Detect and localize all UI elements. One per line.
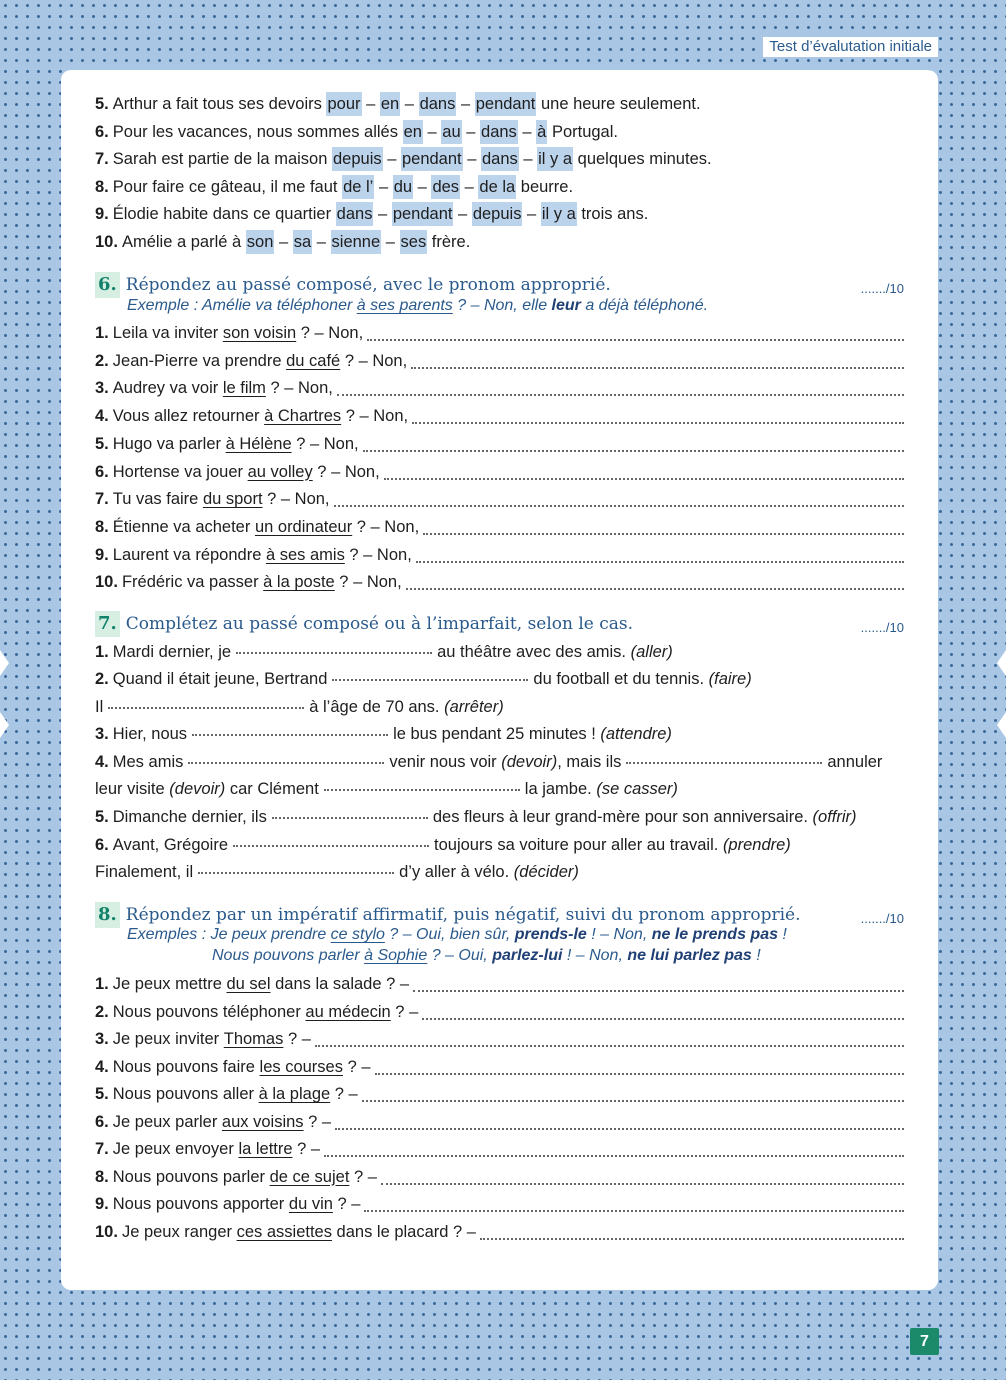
question-text: Je peux inviter (112, 1030, 224, 1048)
item-number: 1. (95, 324, 109, 342)
item-number: 7. (95, 150, 109, 169)
choice-option[interactable]: dans (336, 202, 374, 226)
exercise-7-line: 5. Dimanche dernier, ils des fleurs à leur grand-mère pour son anniversaire. (offrir) (95, 808, 857, 826)
choice-option[interactable]: dans (481, 147, 519, 171)
question-text: dans le placard ? – (331, 1222, 476, 1241)
item-number: 5. (95, 1085, 109, 1103)
question-text: Audrey va voir (112, 379, 223, 398)
question-text: Je peux ranger (121, 1222, 237, 1241)
question-line (95, 1082, 904, 1106)
page-edge-marker (0, 712, 9, 738)
choice-sentence: 9. Élodie habite dans ce quartier dans – pendant – depuis – il y a trois ans. (95, 202, 904, 226)
worksheet-page (61, 70, 938, 1290)
answer-line[interactable] (480, 1236, 904, 1240)
item-number: 7. (95, 490, 109, 509)
underlined-complement: la lettre (238, 1140, 293, 1158)
exercise-7-line: 4. Mes amis venir nous voir (devoir) , mais ils annuler (95, 753, 883, 771)
choice-option[interactable]: de la (478, 175, 516, 199)
choice-option[interactable]: en (403, 120, 423, 144)
exercise-7-title (95, 611, 904, 637)
item-number: 4. (95, 407, 109, 426)
answer-blank[interactable] (188, 760, 384, 764)
question-line (95, 1055, 904, 1079)
page-edge-marker (0, 650, 9, 676)
item-number: 7. (95, 1140, 109, 1158)
exercise-8-example: Exemples : Je peux prendre ce stylo ? – Oui, bien sûr, prends-le ! – Non, ne le prends pas ! (127, 926, 787, 943)
question-text: Je peux mettre (112, 975, 227, 993)
question-text: ? – (349, 1167, 377, 1186)
sentence-end: une heure seulement. (540, 95, 701, 113)
answer-line[interactable] (364, 1208, 904, 1212)
item-number: 5. (95, 95, 109, 113)
exercise-8-example: Nous pouvons parler à Sophie ? – Oui, parlez-lui ! – Non, ne lui parlez pas ! (212, 947, 761, 964)
exercise-number: 8. (95, 902, 120, 928)
underlined-complement: aux voisins (221, 1112, 304, 1131)
underlined-complement: à Hélène (225, 434, 292, 453)
exercise-number: 6. (95, 272, 120, 298)
answer-line[interactable] (406, 586, 904, 590)
underlined-complement: le film (222, 379, 266, 398)
item-number: 9. (95, 205, 109, 224)
question-line (95, 570, 904, 594)
item-number: 6. (95, 1112, 109, 1131)
question-text: ? – Non, (344, 545, 412, 564)
choice-option[interactable]: au (441, 120, 461, 144)
question-text: ? – (332, 1195, 361, 1213)
answer-line[interactable] (334, 503, 904, 507)
exercise-6-example: Exemple : Amélie va téléphoner à ses parents ? – Non, elle leur a déjà téléphoné. (127, 297, 709, 314)
question-text: Nous pouvons faire (112, 1057, 260, 1076)
question-text: ? – (283, 1030, 311, 1048)
choice-sentence: 8. Pour faire ce gâteau, il me faut de l’ – du – des – de la beurre. (95, 175, 904, 199)
question-line (95, 1137, 904, 1161)
item-number: 3. (95, 379, 109, 398)
question-line (95, 543, 904, 567)
question-text: ? – Non, (340, 351, 408, 370)
sentence-end: frère. (431, 233, 471, 251)
question-line (95, 321, 904, 345)
question-text: Nous pouvons parler (112, 1167, 270, 1186)
exercise-number: 7. (95, 611, 120, 637)
sentence-end: beurre. (520, 177, 574, 196)
item-number: 10. (95, 1222, 118, 1241)
question-text: Vous allez retourner (112, 407, 265, 426)
sentence-end: Portugal. (551, 122, 618, 141)
sentence-start: Arthur a fait tous ses devoirs (112, 95, 322, 113)
question-line (95, 1192, 904, 1216)
underlined-complement: Thomas (223, 1030, 284, 1048)
underlined-complement: un ordinateur (254, 517, 353, 536)
choice-sentence: 7. Sarah est partie de la maison depuis – pendant – dans – il y a quelques minutes. (95, 147, 904, 171)
answer-blank[interactable] (324, 787, 520, 791)
underlined-complement: à ses amis (265, 545, 345, 564)
question-line (95, 1220, 904, 1244)
exercise-7-line: 2. Quand il était jeune, Bertrand du football et du tennis. (faire) (95, 670, 752, 688)
choice-option[interactable]: pendant (475, 92, 537, 116)
item-number: 4. (95, 1057, 109, 1076)
sentence-start: Pour faire ce gâteau, il me faut (112, 177, 338, 196)
answer-line[interactable] (413, 988, 904, 992)
choice-option[interactable]: des (431, 175, 460, 199)
underlined-complement: du sport (202, 490, 263, 509)
underlined-complement: ces assiettes (236, 1222, 332, 1241)
underlined-complement: de ce sujet (269, 1167, 350, 1186)
answer-blank[interactable] (626, 760, 822, 764)
underlined-complement: son voisin (222, 324, 297, 342)
page-edge-marker (997, 650, 1006, 676)
choice-option[interactable]: ses (400, 230, 428, 254)
answer-blank[interactable] (192, 732, 388, 736)
item-number: 5. (95, 434, 109, 453)
question-text: ? – (342, 1057, 371, 1076)
answer-line[interactable] (381, 1181, 904, 1185)
answer-line[interactable] (337, 392, 904, 396)
answer-blank[interactable] (233, 843, 429, 847)
answer-blank[interactable] (108, 705, 304, 709)
answer-blank[interactable] (236, 650, 432, 654)
item-number: 8. (95, 177, 109, 196)
choice-option[interactable]: pendant (401, 147, 463, 171)
exercise-7-line: Finalement, il d’y aller à vélo. (décider) (95, 863, 579, 881)
item-number: 2. (95, 351, 109, 370)
question-text: Frédéric va passer (121, 573, 264, 592)
answer-line[interactable] (367, 337, 904, 341)
question-text: ? – (292, 1140, 321, 1158)
answer-line[interactable] (315, 1043, 904, 1047)
question-text: ? – Non, (341, 407, 409, 426)
header-label: Test d’évalutation initiale (763, 37, 938, 57)
item-number: 8. (95, 1167, 109, 1186)
exercise-7-line: Il à l’âge de 70 ans. (arrêter) (95, 698, 504, 716)
question-text: ? – Non, (296, 324, 364, 342)
question-text: ? – (303, 1112, 332, 1131)
choice-option[interactable]: il y a (541, 202, 577, 226)
question-line (95, 515, 904, 539)
item-number: 8. (95, 517, 109, 536)
score-field: ......./10 (860, 620, 904, 635)
underlined-complement: à Chartres (264, 407, 342, 426)
answer-line[interactable] (324, 1153, 904, 1157)
underlined-complement: au médecin (305, 1002, 391, 1021)
question-line (95, 1000, 904, 1024)
underlined-complement: du sel (226, 975, 271, 993)
choice-option[interactable]: pour (326, 92, 361, 116)
question-text: Hortense va jouer (112, 462, 248, 481)
answer-blank[interactable] (198, 870, 394, 874)
item-number: 10. (95, 573, 118, 592)
answer-blank[interactable] (332, 677, 528, 681)
question-text: ? – Non, (291, 434, 359, 453)
question-text: Leila va inviter (112, 324, 223, 342)
question-text: ? – Non, (352, 517, 420, 536)
exercise-7-line: 1. Mardi dernier, je au théâtre avec des amis. (aller) (95, 643, 673, 661)
choice-option[interactable]: dans (480, 120, 518, 144)
question-line (95, 1027, 904, 1051)
underlined-complement: à la poste (263, 573, 335, 592)
question-line (95, 487, 904, 511)
exercise-7-line: leur visite (devoir) car Clément la jambe. (se casser) (95, 780, 678, 798)
answer-line[interactable] (411, 365, 904, 369)
question-text: dans la salade ? – (270, 975, 410, 993)
underlined-complement: au volley (247, 462, 313, 481)
answer-line[interactable] (363, 448, 904, 452)
question-line (95, 404, 904, 428)
answer-line[interactable] (422, 1016, 904, 1020)
question-text: ? – (390, 1002, 419, 1021)
choice-option[interactable]: sienne (331, 230, 382, 254)
item-number: 3. (95, 1030, 109, 1048)
question-text: Tu vas faire (112, 490, 203, 509)
question-text: ? – (330, 1085, 358, 1103)
exercise-7-line: 3. Hier, nous le bus pendant 25 minutes ! (attendre) (95, 725, 672, 743)
question-text: Je peux parler (112, 1112, 222, 1131)
item-number: 2. (95, 1002, 109, 1021)
answer-line[interactable] (375, 1071, 904, 1075)
question-line (95, 972, 904, 996)
sentence-end: trois ans. (581, 205, 649, 224)
exercise-7-line: 6. Avant, Grégoire toujours sa voiture pour aller au travail. (prendre) (95, 836, 791, 854)
underlined-complement: du café (286, 351, 341, 370)
exercise-instruction: Complétez au passé composé ou à l’imparfait, selon le cas. (125, 614, 634, 634)
page-number: 7 (910, 1328, 939, 1355)
answer-line[interactable] (362, 1098, 904, 1102)
question-text: Hugo va parler (112, 434, 226, 453)
question-line (95, 1165, 904, 1189)
sentence-start: Pour les vacances, nous sommes allés (112, 122, 398, 141)
exercise-instruction: Répondez au passé composé, avec le pronom approprié. (125, 275, 611, 295)
question-text: Nous pouvons apporter (112, 1195, 289, 1213)
item-number: 9. (95, 1195, 109, 1213)
question-line (95, 432, 904, 456)
answer-line[interactable] (384, 476, 904, 480)
question-line (95, 460, 904, 484)
question-line (95, 376, 904, 400)
item-number: 1. (95, 975, 109, 993)
question-text: Je peux envoyer (112, 1140, 239, 1158)
sentence-end: quelques minutes. (577, 150, 712, 169)
question-text: ? – Non, (334, 573, 402, 592)
choice-option[interactable]: sa (293, 230, 312, 254)
answer-line[interactable] (335, 1126, 904, 1130)
question-text: ? – Non, (262, 490, 330, 509)
choice-option[interactable]: à (536, 120, 547, 144)
exercise-instruction: Répondez par un impératif affirmatif, puis négatif, suivi du pronom approprié. (125, 905, 801, 925)
choice-option[interactable]: son (246, 230, 275, 254)
item-number: 6. (95, 122, 109, 141)
item-number: 6. (95, 462, 109, 481)
choice-sentence: 10. Amélie a parlé à son – sa – sienne – ses frère. (95, 230, 904, 254)
item-number: 10. (95, 233, 118, 251)
question-text: Laurent va répondre (112, 545, 266, 564)
choice-option[interactable]: pendant (392, 202, 454, 226)
sentence-start: Élodie habite dans ce quartier (112, 205, 332, 224)
question-text: ? – Non, (312, 462, 380, 481)
sentence-start: Amélie a parlé à (121, 233, 242, 251)
choice-option[interactable]: il y a (537, 147, 573, 171)
choice-option[interactable]: depuis (332, 147, 383, 171)
choice-option[interactable]: depuis (472, 202, 523, 226)
answer-line[interactable] (412, 420, 904, 424)
question-text: Étienne va acheter (112, 517, 255, 536)
underlined-complement: à la plage (258, 1085, 331, 1103)
score-field: ......./10 (860, 281, 904, 296)
score-field: ......./10 (860, 911, 904, 926)
item-number: 9. (95, 545, 109, 564)
choice-option[interactable]: en (380, 92, 400, 116)
answer-line[interactable] (416, 559, 904, 563)
underlined-complement: du vin (288, 1195, 333, 1213)
choice-option[interactable]: de l’ (342, 175, 374, 199)
choice-sentence: 6. Pour les vacances, nous sommes allés en – au – dans – à Portugal. (95, 120, 904, 144)
choice-option[interactable]: du (393, 175, 413, 199)
question-text: Nous pouvons aller (112, 1085, 259, 1103)
question-line (95, 349, 904, 373)
question-text: Nous pouvons téléphoner (112, 1002, 306, 1021)
question-text: ? – Non, (265, 379, 333, 398)
choice-option[interactable]: dans (419, 92, 457, 116)
page-edge-marker (997, 712, 1006, 738)
answer-line[interactable] (423, 531, 904, 535)
question-text: Jean-Pierre va prendre (112, 351, 287, 370)
answer-blank[interactable] (272, 815, 428, 819)
underlined-complement: les courses (259, 1057, 343, 1076)
choice-sentence: 5. Arthur a fait tous ses devoirs pour – en – dans – pendant une heure seulement. (95, 92, 904, 116)
sentence-start: Sarah est partie de la maison (112, 150, 328, 169)
question-line (95, 1110, 904, 1134)
